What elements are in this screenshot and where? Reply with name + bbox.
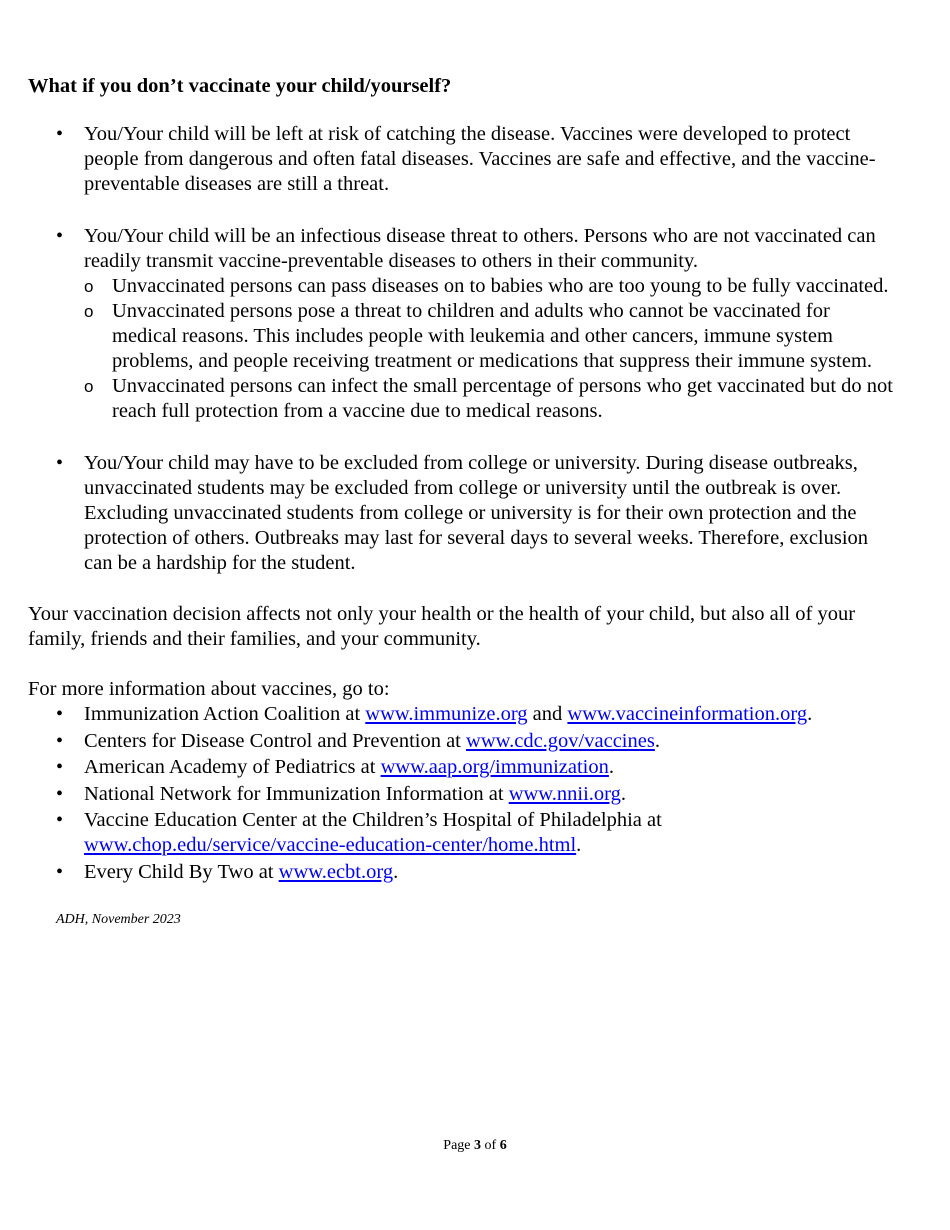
nnii-link[interactable]: www.nnii.org <box>508 782 621 805</box>
risk-sublist <box>84 274 898 424</box>
resource-label: American Academy of Pediatrics at <box>84 756 381 778</box>
immunize-link[interactable]: www.immunize.org <box>365 703 528 725</box>
resource-period: . <box>620 782 626 805</box>
resource-label: National Network for Immunization Information at <box>84 782 509 805</box>
resource-label: Every Child By Two at <box>84 860 279 883</box>
page-number <box>0 1138 950 1154</box>
risk-subitem: o Unvaccinated persons can pass diseases on to babies who are too young to be fully vaccinated. <box>84 274 898 299</box>
resource-period: . <box>807 703 813 725</box>
resource-period: . <box>576 834 582 856</box>
chop-vaccine-education-link[interactable]: www.chop.edu/service/vaccine-education-center/home.html <box>84 834 577 856</box>
more-info-intro: For more information about vaccines, go to: <box>28 678 390 700</box>
resource-label: Immunization Action Coalition at <box>84 703 366 725</box>
risk-item-text: You/Your child may have to be excluded from college or university. During disease outbreaks, unvaccinated students may be excluded from college or university until the outbreak is over. Excluding unvaccinated students from college or university is for their own protection and the protection of others. Outbreaks may last for several days to several weeks. Therefore, exclusion can be a hardship for the student. <box>84 452 869 574</box>
risk-subitem: o Unvaccinated persons pose a threat to children and adults who cannot be vaccinated for medical reasons. This includes people with leukemia and other cancers, immune system problems, and people receiving treatment or medications that suppress their immune system. <box>84 299 898 374</box>
resource-label: Vaccine Education Center at the Children’s Hospital of Philadelphia at <box>84 809 662 831</box>
page-number-current: 3 <box>474 1138 482 1153</box>
resource-label: Centers for Disease Control and Prevention at <box>84 729 467 752</box>
resource-list <box>28 702 898 885</box>
resource-period: . <box>608 756 615 778</box>
risk-item-text: You/Your child will be an infectious disease threat to others. Persons who are not vaccinated can readily transmit vaccine-preventable diseases to others in their community. <box>84 225 876 272</box>
resource-item <box>28 808 898 858</box>
risk-item <box>28 224 898 424</box>
resource-item <box>28 860 898 885</box>
revision-note: ADH, November 2023 <box>56 911 181 927</box>
resource-conjunction: and <box>527 703 568 725</box>
cdc-vaccines-link[interactable]: www.cdc.gov/vaccines <box>466 729 655 752</box>
risk-item <box>28 122 898 197</box>
decision-paragraph: Your vaccination decision affects not only your health or the health of your child, but also all of your family, friends and their families, and your community. <box>28 603 856 650</box>
risk-list <box>28 122 898 576</box>
ecbt-link[interactable]: www.ecbt.org <box>278 860 394 883</box>
resource-period: . <box>654 729 660 752</box>
section-heading: What if you don’t vaccinate your child/yourself? <box>28 75 452 97</box>
resource-item <box>28 782 898 807</box>
aap-immunization-link[interactable]: www.aap.org/immunization <box>380 756 609 778</box>
risk-item-text: You/Your child will be left at risk of catching the disease. Vaccines were developed to protect people from dangerous and often fatal diseases. Vaccines are safe and effective, and the vaccine-preventable diseases are still a threat. <box>84 123 876 195</box>
resource-item <box>28 702 898 727</box>
resource-period: . <box>393 860 399 883</box>
document-page <box>28 72 898 932</box>
page-number-of: of <box>481 1138 500 1153</box>
page-number-label: Page <box>443 1138 475 1153</box>
resource-item <box>28 755 898 780</box>
vaccineinformation-link[interactable]: www.vaccineinformation.org <box>567 703 808 725</box>
page-number-total: 6 <box>499 1138 507 1153</box>
risk-item <box>28 451 898 576</box>
resource-item <box>28 729 898 754</box>
risk-subitem: o Unvaccinated persons can infect the small percentage of persons who get vaccinated but do not reach full protection from a vaccine due to medical reasons. <box>84 374 898 424</box>
